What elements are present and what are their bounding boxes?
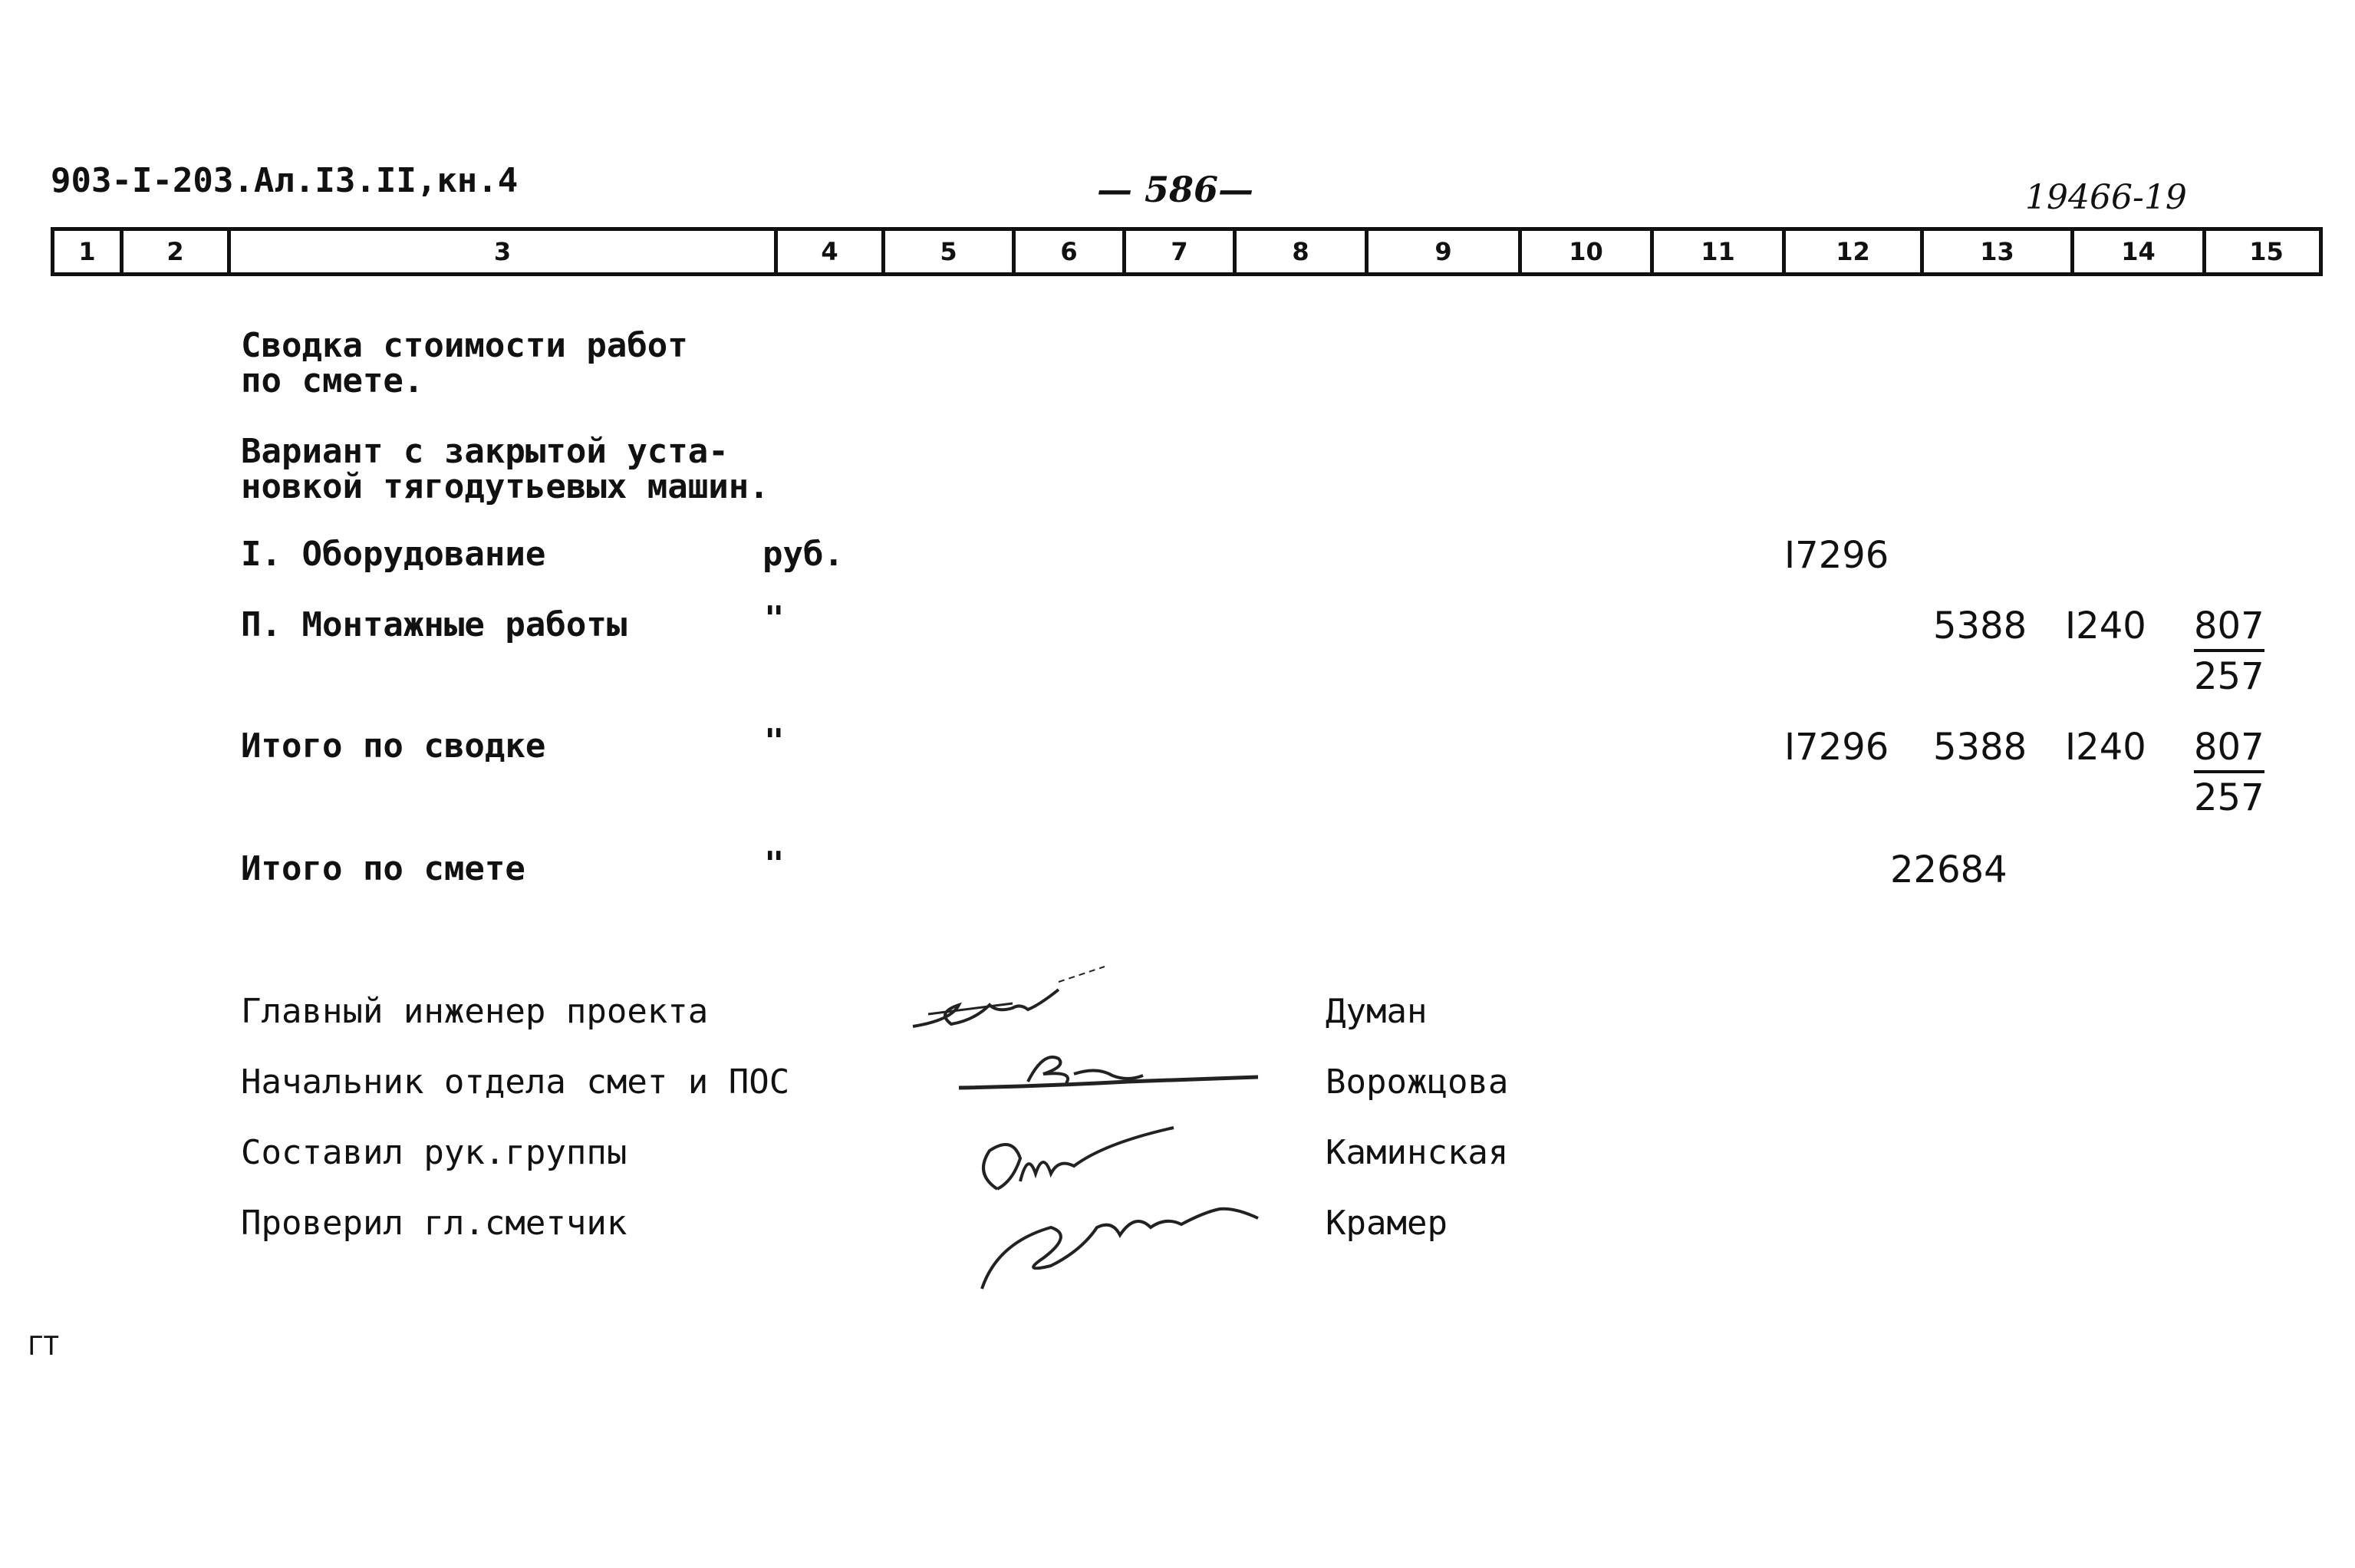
column-number: 12	[1786, 231, 1924, 272]
column-number: 3	[231, 231, 778, 272]
grand-total-unit: "	[764, 845, 785, 884]
column-number: 9	[1369, 231, 1522, 272]
fraction-numerator: 807	[2194, 726, 2264, 773]
column-number: 2	[124, 231, 231, 272]
column-number: 14	[2074, 231, 2206, 272]
fraction-numerator: 807	[2194, 604, 2264, 652]
signature-role: Начальник отдела смет и ПОС	[241, 1062, 790, 1102]
signature-role: Проверил гл.сметчик	[241, 1204, 627, 1243]
summary-title-line1: Сводка стоимости работ	[241, 326, 688, 365]
row-label-installation: П. Монтажные работы	[241, 605, 627, 644]
column-number: 5	[885, 231, 1016, 272]
fraction-denominator: 257	[2194, 776, 2264, 819]
column-number: 1	[54, 231, 124, 272]
row-label-equipment: I. Оборудование	[241, 535, 546, 574]
row-unit: "	[764, 722, 785, 761]
column-number: 10	[1522, 231, 1654, 272]
column-number: 7	[1126, 231, 1237, 272]
grand-total-value: 22684	[1890, 848, 2008, 891]
cell-col14: I240	[2065, 604, 2146, 647]
signature-name: Каминская	[1326, 1133, 1509, 1172]
cell-col14: I240	[2065, 726, 2146, 769]
handwritten-signature	[951, 1043, 1273, 1105]
cell-col12: I7296	[1784, 534, 1889, 577]
column-number: 11	[1654, 231, 1786, 272]
cell-col15-fraction	[2194, 604, 2264, 698]
column-number: 6	[1016, 231, 1126, 272]
column-number: 15	[2249, 237, 2284, 266]
cell-col13: 5388	[1933, 604, 2027, 647]
signature-role: Составил рук.группы	[241, 1133, 627, 1172]
handwritten-signature	[905, 959, 1120, 1043]
column-number: 8	[1237, 231, 1369, 272]
signature-role: Главный инженер проекта	[241, 992, 709, 1031]
handwritten-signature	[967, 1189, 1273, 1296]
grand-total-label: Итого по смете	[241, 849, 525, 888]
variant-line1: Вариант с закрытой уста-	[241, 432, 729, 471]
column-number: 13	[1924, 231, 2074, 272]
summary-title-line2: по смете.	[241, 361, 424, 400]
row-unit: руб.	[762, 535, 844, 574]
page-number: — 586—	[1097, 169, 1254, 210]
signature-name: Ворожцова	[1326, 1062, 1509, 1102]
column-number-row	[51, 227, 2323, 276]
cell-col12: I7296	[1784, 726, 1889, 769]
row-label-summary-total: Итого по сводке	[241, 726, 546, 766]
footer-mark: ГТ	[28, 1331, 59, 1362]
registration-number: 19466-19	[2025, 178, 2187, 217]
variant-line2: новкой тягодутьевых машин.	[241, 467, 769, 506]
document-code: 903-I-203.Ал.I3.II,кн.4	[51, 161, 519, 200]
cell-col15-fraction	[2194, 726, 2264, 819]
signature-name: Думан	[1326, 992, 1428, 1031]
row-unit: "	[764, 599, 785, 638]
fraction-denominator: 257	[2194, 655, 2264, 698]
column-number: 4	[778, 231, 885, 272]
signature-name: Крамер	[1326, 1204, 1448, 1243]
cell-col13: 5388	[1933, 726, 2027, 769]
